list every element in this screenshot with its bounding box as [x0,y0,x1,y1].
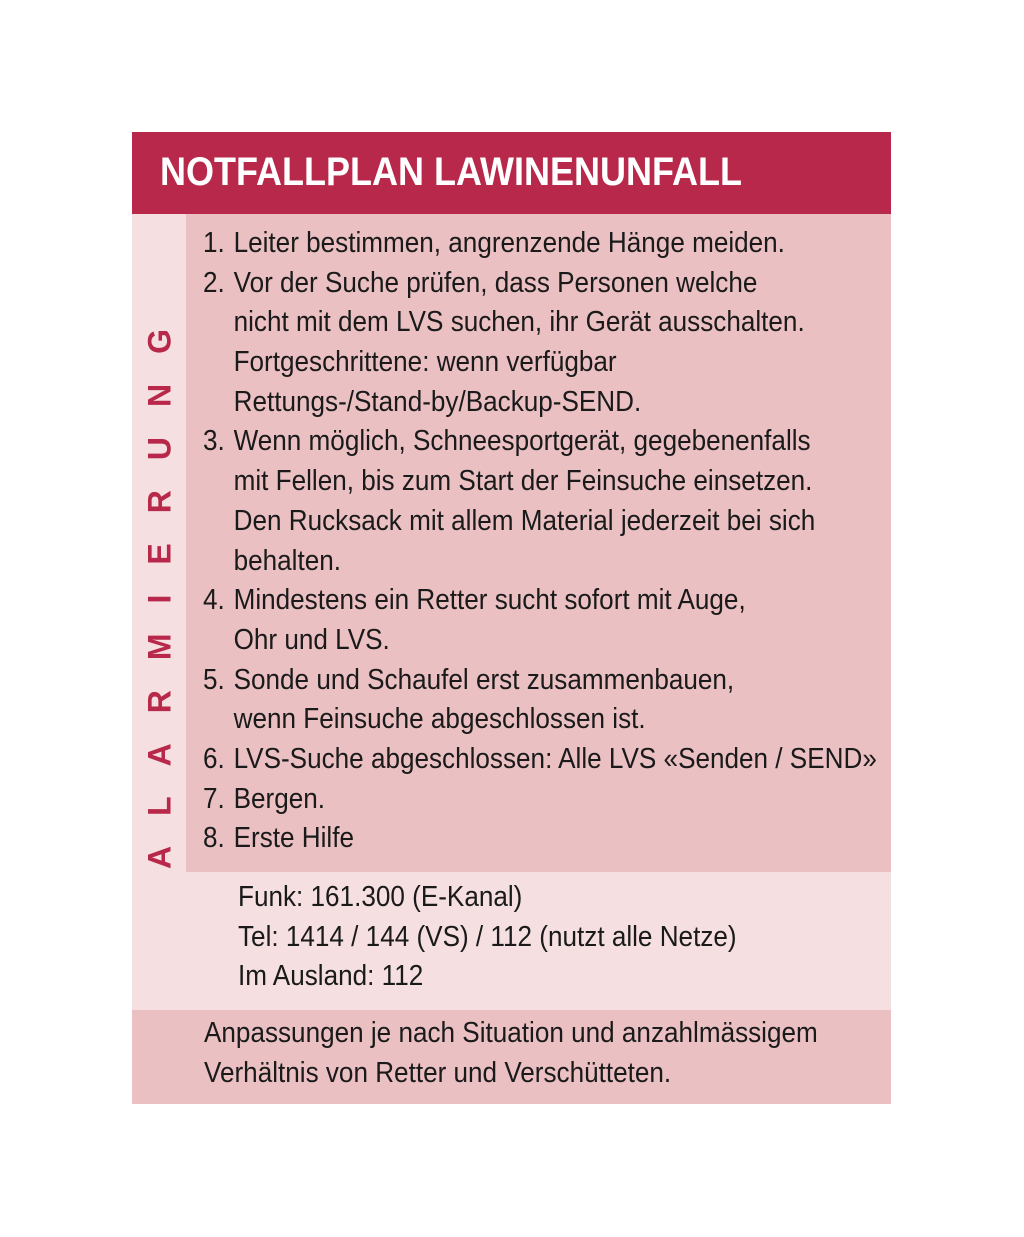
step-number: 8. [203,822,225,855]
step-text: Fortgeschrittene: wenn verfügbar [233,346,617,379]
contact-phone: Tel: 1414 / 144 (VS) / 112 (nutzt alle Netze) [238,920,737,953]
step-text: Den Rucksack mit allem Material jederzeit bei sich [233,504,816,537]
steps-list [203,224,952,859]
step-line [203,303,877,343]
note-line: Verhältnis von Retter und Verschütteten. [204,1056,672,1089]
step-number: 6. [203,742,225,775]
emergency-plan-card [132,132,891,1104]
step-line [203,502,877,542]
step-line [203,462,877,502]
step-line [203,224,877,264]
list-item [203,581,952,660]
step-line [203,422,877,462]
step-line [203,819,877,859]
step-line [203,740,877,780]
step-text: Erste Hilfe [233,822,354,855]
step-text: Vor der Suche prüfen, dass Personen welche [233,266,758,299]
step-text: Bergen. [233,782,326,815]
page-title: NOTFALLPLAN LAWINENUNFALL [160,150,742,194]
list-item [203,422,952,581]
step-text: nicht mit dem LVS suchen, ihr Gerät ausschalten. [233,306,805,339]
step-text: Sonde und Schaufel erst zusammenbauen, [233,663,735,696]
step-line [203,661,877,701]
contact-radio: Funk: 161.300 (E-Kanal) [238,881,523,913]
note-line: Anpassungen je nach Situation und anzahlmässigem [204,1017,818,1049]
step-line [203,780,877,820]
list-item [203,224,952,264]
step-number: 5. [203,663,225,696]
step-line [203,542,877,582]
contact-abroad: Im Ausland: 112 [238,960,424,993]
step-text: Wenn möglich, Schneesportgerät, gegebenenfalls [233,425,811,458]
list-item [203,780,952,820]
step-text: Ohr und LVS. [233,623,390,656]
step-number: 1. [203,227,225,259]
step-text: behalten. [233,544,341,577]
header [132,132,891,214]
step-line [203,343,877,383]
step-number: 4. [203,584,225,617]
step-line [203,581,877,621]
list-item [203,661,952,740]
list-item [203,819,952,859]
steps-panel [186,214,891,872]
list-item [203,740,952,780]
step-text: wenn Feinsuche abgeschlossen ist. [233,703,646,736]
step-line [203,700,877,740]
step-text: LVS-Suche abgeschlossen: Alle LVS «Senden / SEND» [233,742,877,775]
step-line [203,383,877,423]
step-text: Rettungs-/Stand-by/Backup-SEND. [233,385,642,418]
step-text: Mindestens ein Retter sucht sofort mit Auge, [233,584,746,617]
step-line [203,264,877,304]
step-number: 3. [203,425,225,458]
step-text: Leiter bestimmen, angrenzende Hänge meiden. [233,227,785,259]
step-number: 2. [203,266,225,299]
contact-panel [132,872,891,1010]
step-number: 7. [203,782,225,815]
note-panel [132,1010,891,1104]
step-text: mit Fellen, bis zum Start der Feinsuche einsetzen. [233,465,813,498]
list-item [203,264,952,423]
side-label: ALARMIERUNG [141,299,178,869]
step-line [203,621,877,661]
